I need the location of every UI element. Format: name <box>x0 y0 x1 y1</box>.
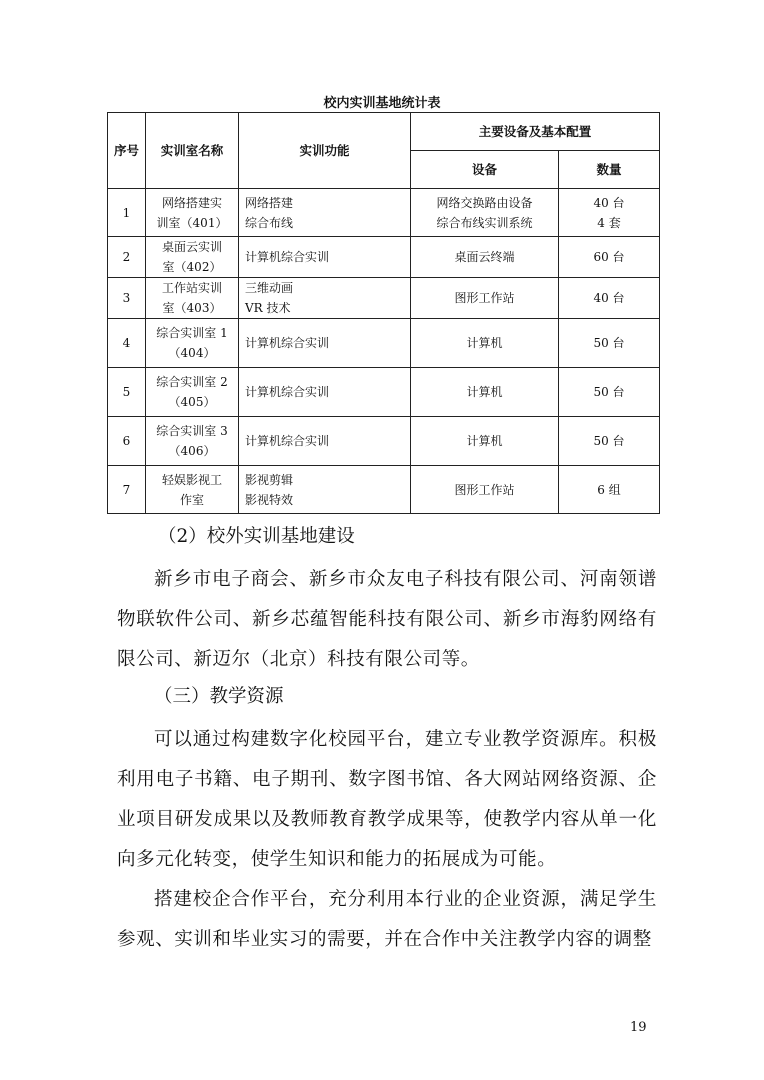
table-caption: 校内实训基地统计表 <box>323 96 441 111</box>
teaching-resources-heading: （三）教学资源 <box>154 686 284 707</box>
cell-equipment <box>411 189 559 237</box>
cell-function-line: 计算机综合实训 <box>245 385 330 399</box>
cell-function-line: 影视特效 <box>245 492 294 507</box>
external-base-heading: （2）校外实训基地建设 <box>158 526 355 547</box>
cell-equipment <box>411 368 559 417</box>
teaching-resources-paragraph-2: 搭建校企合作平台，充分利用本行业的企业资源，满足学生参观、实训和毕业实习的需要，并在合作中关注教学内容的调整 <box>117 889 657 950</box>
cell-function-line: 计算机综合实训 <box>245 434 330 448</box>
cell-name-line: 网络搭建实 <box>161 195 222 210</box>
cell-name-line: 桌面云实训 <box>161 240 222 254</box>
cell-name-line: 工作站实训 <box>161 281 222 295</box>
cell-quantity <box>559 319 660 368</box>
cell-quantity-line: 40 台 <box>593 291 625 305</box>
external-base-paragraph: 新乡市电子商会、新乡市众友电子科技有限公司、河南领谱物联软件公司、新乡芯蕴智能科技有限公司、新乡市海豹网络有限公司、新迈尔（北京）科技有限公司等。 <box>117 569 657 670</box>
cell-quantity <box>559 278 660 319</box>
cell-function-line: 影视剪辑 <box>245 472 294 487</box>
cell-name-line: 室（402） <box>162 260 222 274</box>
cell-seq-line: 1 <box>122 205 131 220</box>
cell-equipment <box>411 417 559 466</box>
cell-function <box>239 466 411 514</box>
cell-name-line: 作室 <box>179 492 204 507</box>
cell-name-line: （406） <box>168 444 216 458</box>
cell-function <box>239 237 411 278</box>
cell-name-line: （404） <box>168 346 216 360</box>
cell-seq <box>108 278 146 319</box>
cell-equipment-line: 网络交换路由设备 <box>436 195 533 210</box>
table-body <box>108 189 660 514</box>
teaching-resources-paragraph-1: 可以通过构建数字化校园平台，建立专业教学资源库。积极利用电子书籍、电子期刊、数字图书馆、各大网站网络资源、企业项目研发成果以及教师教育教学成果等，使教学内容从单一化向多元化转变，使学生知识和能力的拓展成为可能。 <box>117 729 657 870</box>
header-main-equipment: 主要设备及基本配置 <box>411 113 660 151</box>
cell-function-line: 计算机综合实训 <box>245 336 330 350</box>
header-quantity: 数量 <box>559 151 660 189</box>
cell-quantity <box>559 189 660 237</box>
cell-function <box>239 417 411 466</box>
table-row <box>108 466 660 514</box>
cell-function-line: 计算机综合实训 <box>245 250 330 264</box>
cell-name-line: 室（403） <box>162 301 222 315</box>
cell-name <box>146 278 239 319</box>
cell-seq <box>108 319 146 368</box>
cell-seq <box>108 237 146 278</box>
cell-name <box>146 368 239 417</box>
table-row <box>108 368 660 417</box>
table-row <box>108 278 660 319</box>
cell-seq-line: 4 <box>122 336 131 350</box>
cell-equipment <box>411 237 559 278</box>
cell-function-line: 三维动画 <box>245 281 294 295</box>
cell-seq <box>108 417 146 466</box>
cell-name <box>146 237 239 278</box>
cell-name-line: 综合实训室 2 <box>156 375 228 389</box>
table-row <box>108 417 660 466</box>
cell-quantity <box>559 466 660 514</box>
cell-quantity <box>559 417 660 466</box>
header-equipment: 设备 <box>411 151 559 189</box>
cell-name <box>146 319 239 368</box>
cell-name-line: 训室（401） <box>156 215 228 230</box>
header-function: 实训功能 <box>239 113 411 189</box>
cell-function-line: VR 技术 <box>245 301 291 315</box>
cell-seq <box>108 189 146 237</box>
cell-quantity <box>559 368 660 417</box>
cell-function <box>239 319 411 368</box>
cell-equipment-line: 图形工作站 <box>454 291 515 305</box>
cell-equipment <box>411 466 559 514</box>
cell-name-line: （405） <box>168 395 216 409</box>
cell-name <box>146 466 239 514</box>
cell-quantity-line: 50 台 <box>593 434 625 448</box>
header-seq: 序号 <box>108 113 146 189</box>
cell-quantity-line: 60 台 <box>593 250 625 264</box>
cell-equipment-line: 计算机 <box>466 385 503 399</box>
cell-seq-line: 2 <box>122 250 131 264</box>
cell-seq-line: 3 <box>122 291 131 305</box>
cell-equipment-line: 计算机 <box>466 434 503 448</box>
table-row <box>108 237 660 278</box>
table-row <box>108 319 660 368</box>
cell-quantity-line: 6 组 <box>597 482 621 497</box>
cell-equipment-line: 图形工作站 <box>454 482 515 497</box>
cell-quantity-line: 50 台 <box>593 336 625 350</box>
cell-quantity-line: 50 台 <box>593 385 625 399</box>
cell-name-line: 综合实训室 1 <box>156 326 228 340</box>
cell-equipment-line: 桌面云终端 <box>454 250 515 264</box>
table-row <box>108 189 660 237</box>
cell-quantity <box>559 237 660 278</box>
cell-function-line: 综合布线 <box>245 215 294 230</box>
cell-equipment-line: 综合布线实训系统 <box>436 215 533 230</box>
cell-seq <box>108 368 146 417</box>
cell-function <box>239 189 411 237</box>
cell-name-line: 轻娱影视工 <box>161 472 222 487</box>
cell-seq-line: 6 <box>122 434 131 448</box>
cell-function-line: 网络搭建 <box>245 195 294 210</box>
cell-equipment <box>411 319 559 368</box>
cell-name-line: 综合实训室 3 <box>156 424 228 438</box>
page-number: 19 <box>630 1020 647 1035</box>
cell-equipment-line: 计算机 <box>466 336 503 350</box>
cell-seq-line: 5 <box>122 385 131 399</box>
training-lab-table <box>107 112 660 514</box>
cell-name <box>146 417 239 466</box>
cell-quantity-line: 40 台 <box>593 195 625 210</box>
header-name: 实训室名称 <box>146 113 239 189</box>
cell-function <box>239 368 411 417</box>
cell-function <box>239 278 411 319</box>
cell-equipment <box>411 278 559 319</box>
cell-quantity-line: 4 套 <box>597 215 621 230</box>
cell-seq <box>108 466 146 514</box>
cell-name <box>146 189 239 237</box>
cell-seq-line: 7 <box>122 482 131 497</box>
